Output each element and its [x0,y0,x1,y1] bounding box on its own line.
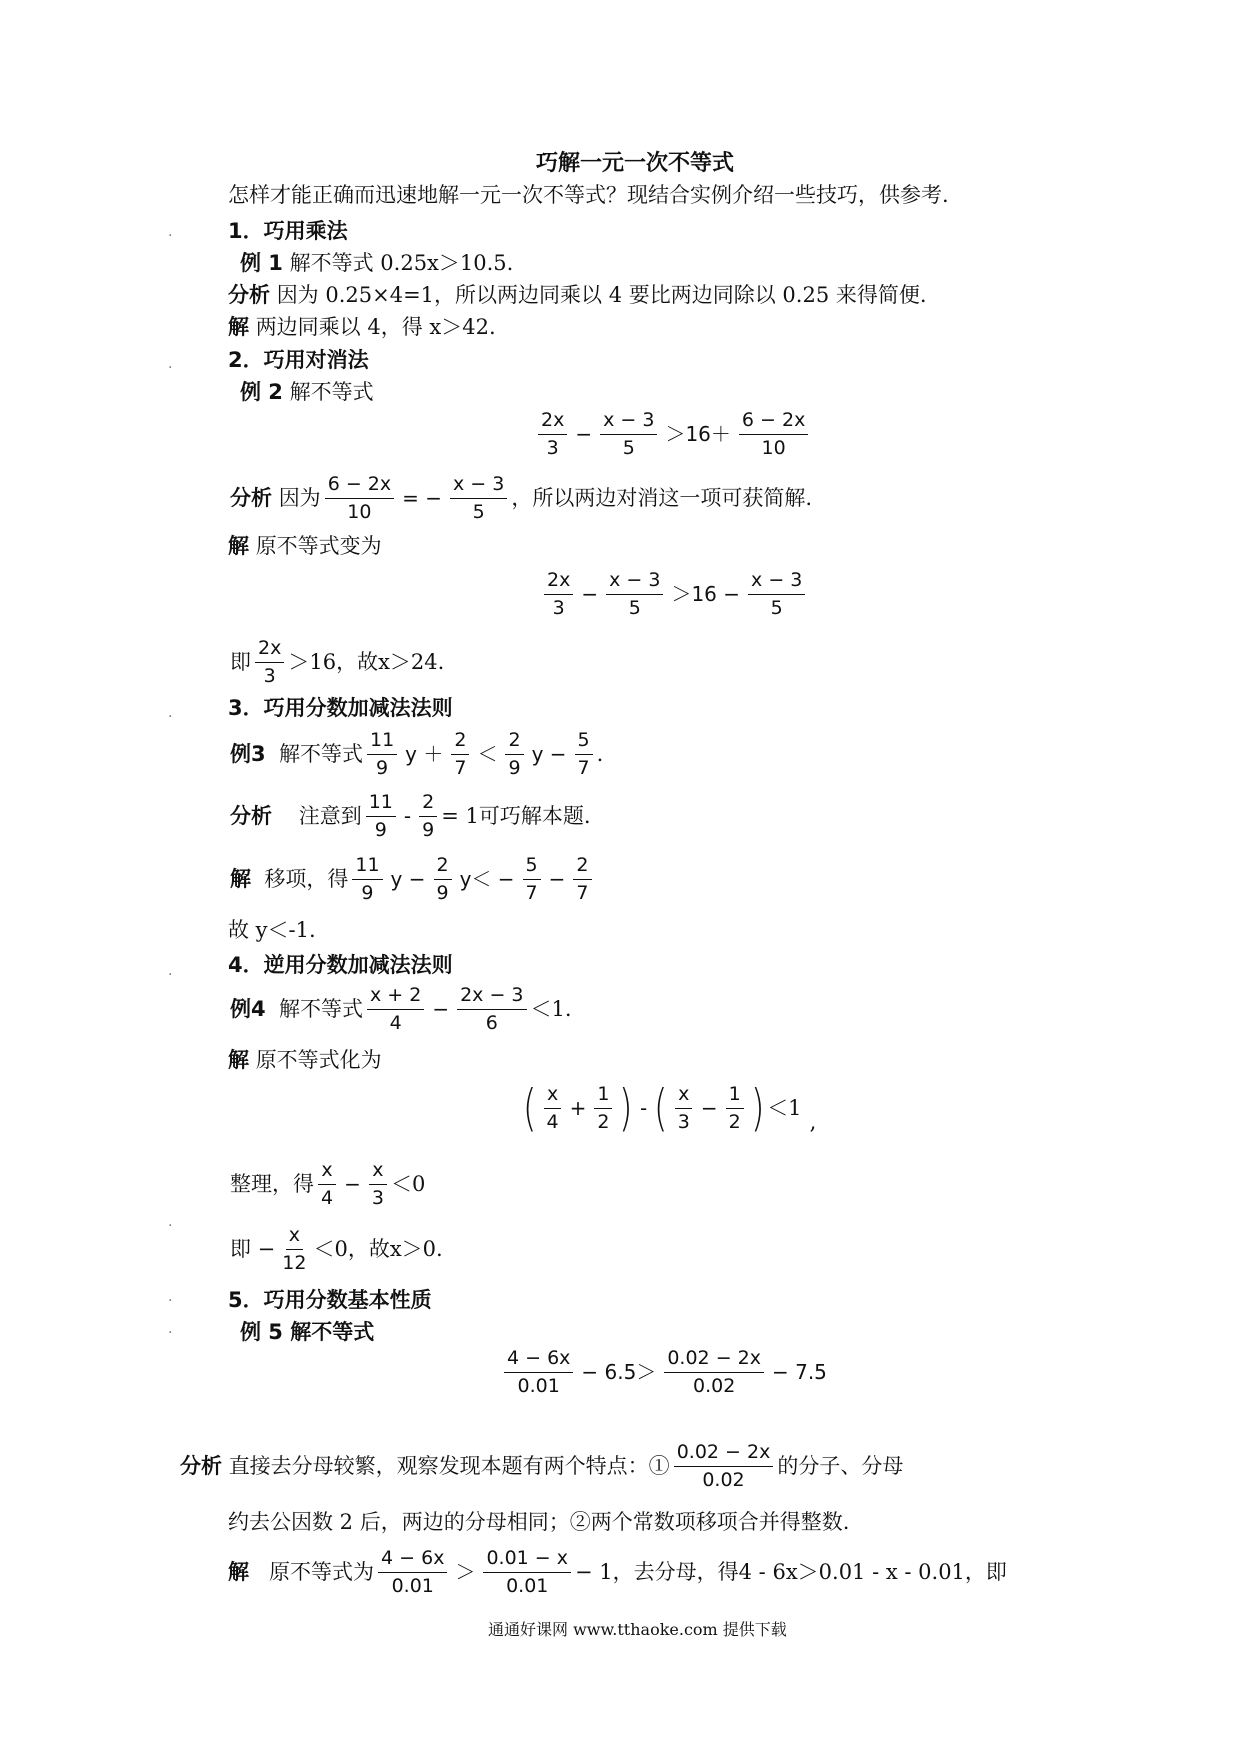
solution-text: 两边同乘以 4，得 x＞42. [255,315,496,339]
margin-mark: . [168,1321,173,1337]
margin-mark: . [168,705,173,721]
section-1-heading: 1．巧用乘法 [228,219,348,243]
solution-1 [228,317,496,338]
result-4: 即 − $\frac{x}{12}$ ＜0，故x＞0. [230,1224,443,1274]
solution-label: 解 [228,534,249,558]
margin-mark: . [168,1214,173,1230]
fraction: $\frac{11}{9}$ [367,730,397,779]
analysis-label: 分析 [230,803,272,828]
margin-mark: . [168,963,173,979]
page-footer: 通通好课网 www.tthaoke.com 提供下载 [488,1620,787,1639]
solution-label: 解 [228,1048,249,1072]
fraction: $\frac{x}{4}$ [318,1160,336,1209]
solution-label: 解 [230,866,251,891]
analysis-label: 分析 [228,283,270,307]
analysis-text: 因为 0.25×4=1，所以两边同乘以 4 要比两边同除以 0.25 来得简便. [276,283,927,307]
example-4: 例4 解不等式 $\frac{x + 2}{4}$ − $\frac{2x - 3}{6}$ ＜1. [230,984,572,1034]
solution-label: 解 [228,1559,249,1584]
fraction: $\frac{2}{7}$ [451,730,469,779]
equation-5: $\frac{4 - 6x}{0.01}$ − 6.5＞ $\frac{0.02 - 2x}{0.02}$ − 7.5 [500,1348,831,1397]
example-label: 例 1 [240,251,283,275]
analysis-label: 分析 [180,1453,222,1478]
fraction: $\frac{4 - 6x}{0.01}$ [504,1348,573,1397]
fraction: $\frac{4 - 6x}{0.01}$ [378,1548,447,1597]
solution-2: 解 原不等式变为 [228,534,382,558]
equation-4: ( $\frac{x}{4}$ + $\frac{1}{2}$ ) - ( $\frac{x}{3}$ − $\frac{1}{2}$ ) ＜1 , [522,1079,817,1137]
example-text: 解不等式 0.25x＞10.5. [289,251,514,275]
example-label: 例 2 [240,380,283,404]
result-3: 故 y＜-1. [228,918,316,942]
result-2: 即 $\frac{2x}{3}$ ＞16，故x＞24. [230,637,445,687]
example-1 [240,253,513,274]
example-label: 例4 [230,996,266,1021]
fraction: $\frac{2}{9}$ [505,730,523,779]
solution-3: 解 移项，得 $\frac{11}{9}$ y − $\frac{2}{9}$ y＜ − $\frac{5}{7}$ − $\frac{2}{7}$ [230,855,596,904]
fraction: $\frac{5}{7}$ [523,855,541,904]
fraction: $\frac{2}{7}$ [573,855,591,904]
analysis-2: 分析 因为 $\frac{6 - 2x}{10}$ = − $\frac{x - 3}{5}$ ，所以两边对消这一项可获简解. [230,473,813,523]
fraction: $\frac{0.01 - x}{0.01}$ [483,1548,571,1597]
fraction: $\frac{x}{12}$ [282,1224,307,1274]
section-2-heading: 2．巧用对消法 [228,348,369,372]
solution-4: 解 原不等式化为 [228,1048,382,1072]
fraction: $\frac{11}{9}$ [352,855,382,904]
fraction: $\frac{0.02 - 2x}{0.02}$ [664,1348,764,1397]
fraction: $\frac{2x - 3}{6}$ [457,985,526,1034]
example-5-label: 例 5 解不等式 [240,1320,375,1344]
example-label: 例3 [230,741,266,766]
fraction: $\frac{1}{2}$ [594,1084,612,1133]
fraction: $\frac{2}{9}$ [434,855,452,904]
section-3-heading: 3．巧用分数加减法法则 [228,696,453,720]
section-4-heading: 4．逆用分数加减法法则 [228,953,453,977]
solution-label: 解 [228,315,249,339]
fraction: $\frac{2x}{3}$ [544,570,573,619]
analysis-label: 分析 [230,485,272,510]
fraction: $\frac{2x}{3}$ [255,638,284,687]
fraction: $\frac{x - 3}{5}$ [450,474,507,523]
fraction: $\frac{x + 2}{4}$ [367,985,424,1034]
analysis-5: 分析 直接去分母较繁，观察发现本题有两个特点：① $\frac{0.02 - 2x}{0.02}$ 的分子、分母 [180,1441,904,1491]
fraction: $\frac{6 - 2x}{10}$ [325,474,394,523]
fraction: $\frac{2}{9}$ [419,792,437,841]
fraction: $\frac{2x}{3}$ [538,410,567,459]
page-title: 巧解一元一次不等式 [536,151,735,176]
fraction: $\frac{0.02 - 2x}{0.02}$ [674,1442,774,1491]
solution-5: 解 原不等式为 $\frac{4 - 6x}{0.01}$ ＞ $\frac{0.01 - x}{0.01}$ − 1，去分母，得4 - 6x＞0.01 - x - 0.01，即 [228,1547,1007,1597]
fraction: $\frac{6 - 2x}{10}$ [739,410,808,459]
intro-text: 怎样才能正确而迅速地解一元一次不等式？现结合实例介绍一些技巧，供参考. [228,183,949,207]
simplify-4: 整理，得 $\frac{x}{4}$ − $\frac{x}{3}$ ＜0 [230,1159,426,1209]
fraction: $\frac{5}{7}$ [575,730,593,779]
equation-2b: $\frac{2x}{3}$ − $\frac{x - 3}{5}$ ＞16 − $\frac{x - 3}{5}$ [540,570,809,619]
example-2 [240,382,374,403]
fraction: $\frac{x}{3}$ [675,1084,693,1133]
example-text: 解不等式 [289,380,374,404]
margin-mark: . [168,1289,173,1305]
analysis-5-line2: 约去公因数 2 后，两边的分母相同；②两个常数项移项合并得整数. [228,1510,850,1534]
fraction: $\frac{x - 3}{5}$ [748,570,805,619]
analysis-1 [228,285,927,306]
example-3: 例3 解不等式 $\frac{11}{9}$ y ＋ $\frac{2}{7}$ ＜ $\frac{2}{9}$ y − $\frac{5}{7}$ . [230,729,604,779]
section-5-heading: 5．巧用分数基本性质 [228,1288,432,1312]
fraction: $\frac{x - 3}{5}$ [606,570,663,619]
analysis-3: 分析 注意到 $\frac{11}{9}$ - $\frac{2}{9}$ = 1可巧解本题. [230,791,591,841]
fraction: $\frac{x}{3}$ [369,1160,387,1209]
fraction: $\frac{x - 3}{5}$ [600,410,657,459]
fraction: $\frac{x}{4}$ [544,1084,562,1133]
margin-mark: . [168,356,173,372]
margin-mark: . [168,224,173,240]
equation-2: $\frac{2x}{3}$ − $\frac{x - 3}{5}$ ＞16＋ $\frac{6 - 2x}{10}$ [534,410,812,459]
fraction: $\frac{1}{2}$ [726,1084,744,1133]
fraction: $\frac{11}{9}$ [366,792,396,841]
